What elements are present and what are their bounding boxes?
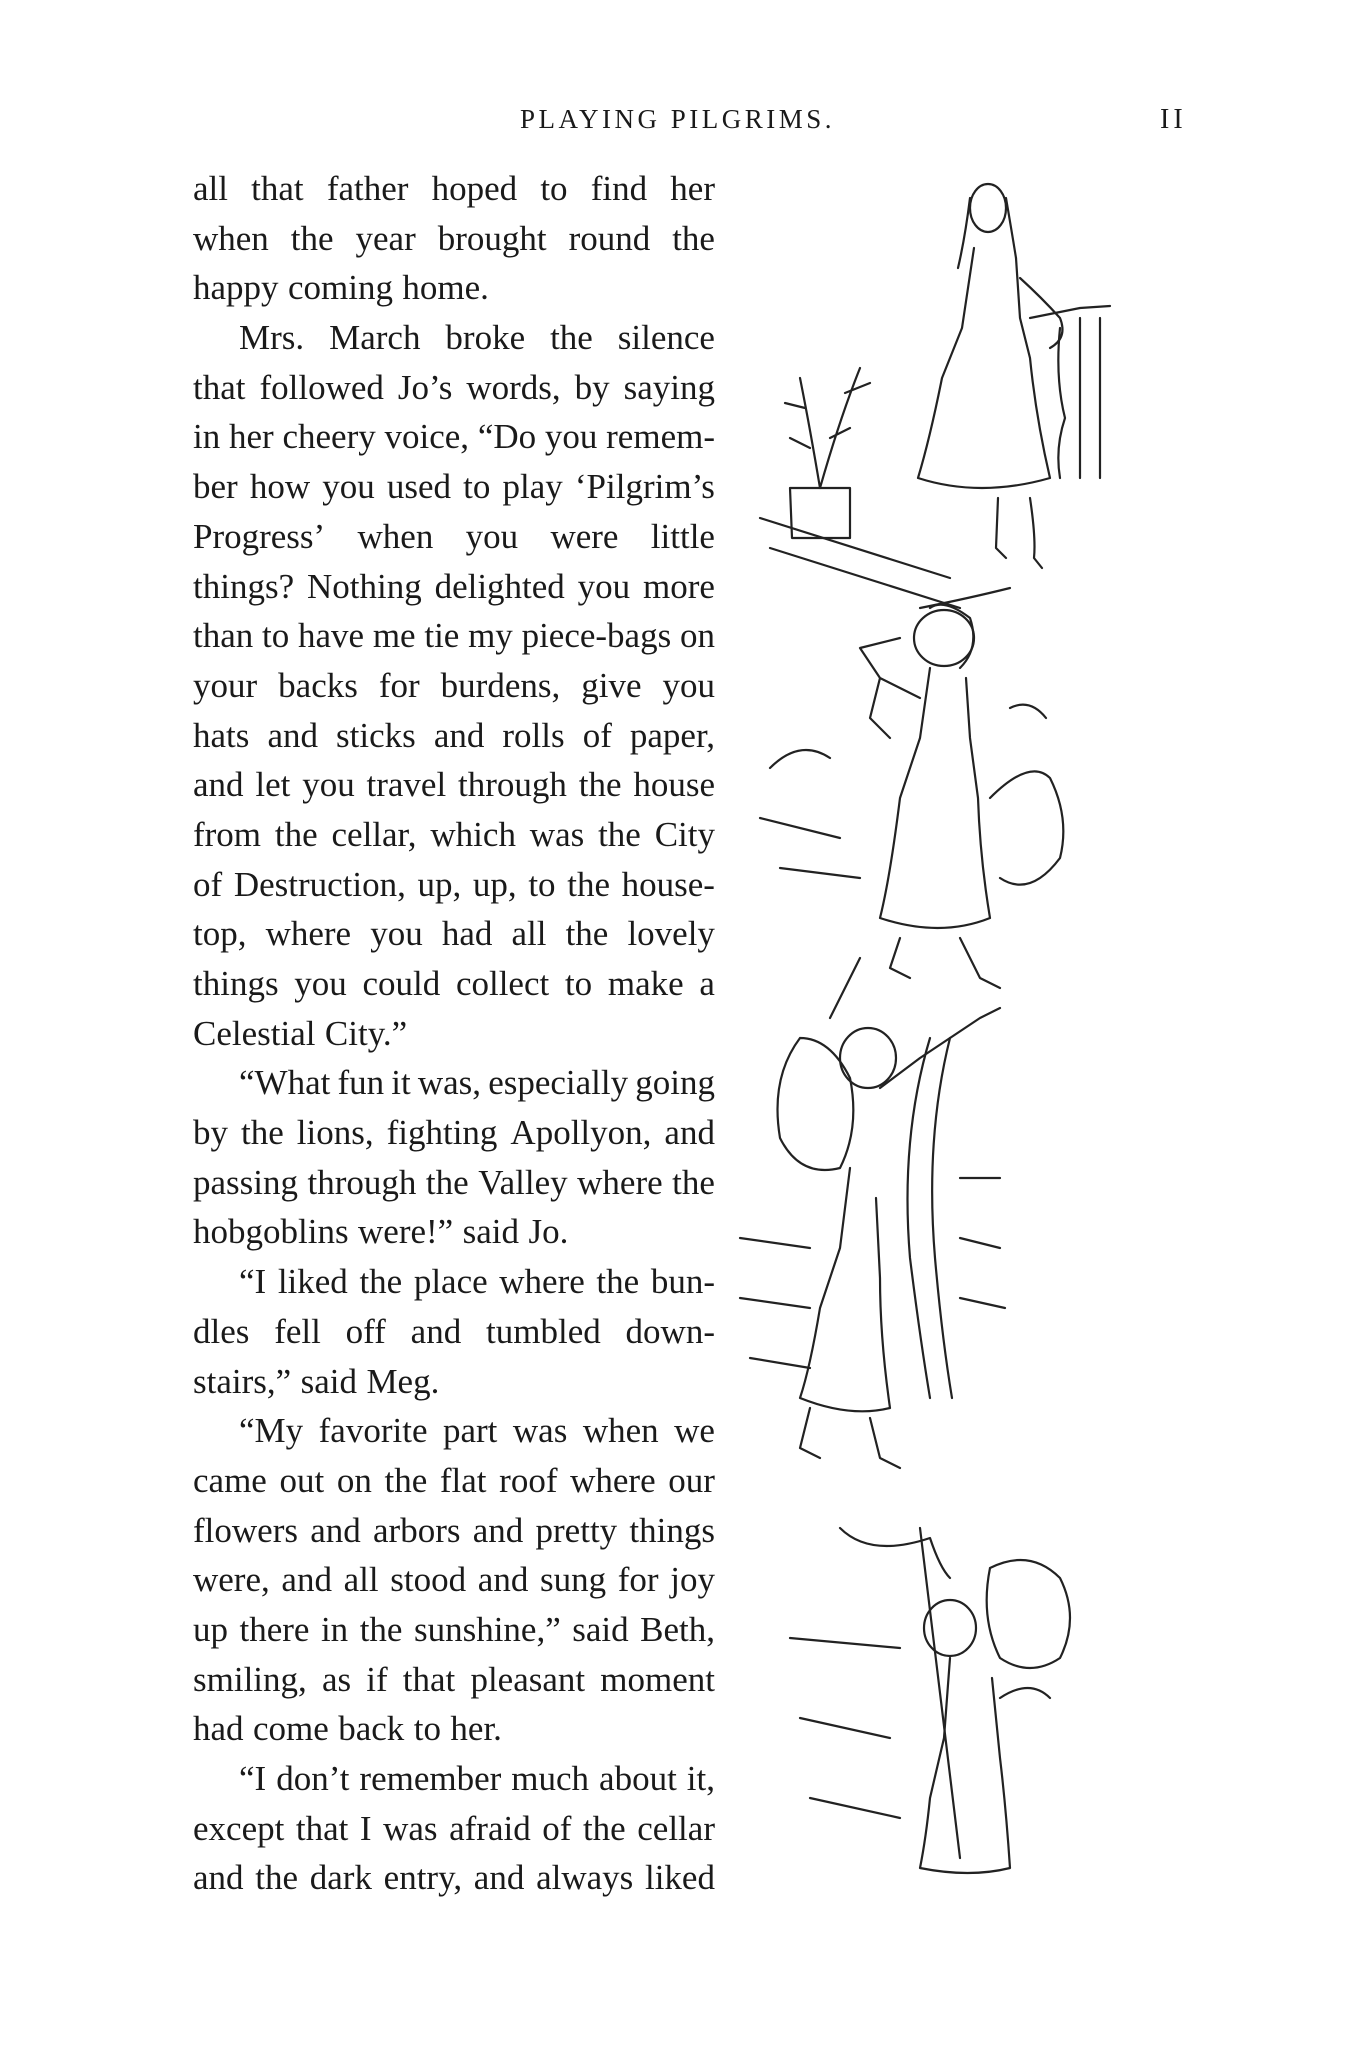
text-line: your backs for burdens, give you — [193, 665, 715, 705]
girl-at-balustrade-figure — [760, 184, 1110, 608]
text-line: up there in the sunshine,” said Beth, — [193, 1609, 715, 1649]
text-line: Progress’ when you were little — [193, 516, 715, 556]
text-line: Mrs. March broke the silence — [239, 318, 715, 358]
text-line: hats and sticks and rolls of paper, — [193, 715, 715, 755]
text-line: than to have me tie my piece-bags on — [193, 616, 715, 656]
page-number: II — [1160, 104, 1187, 135]
body-text — [193, 164, 715, 1903]
text-line: “I don’t remember much about it, — [239, 1759, 715, 1798]
text-line: and the dark entry, and always liked — [193, 1858, 715, 1898]
text-line: hobgoblins were!” said Jo. — [193, 1212, 569, 1252]
text-line: “What fun it was, especially going — [239, 1063, 715, 1103]
text-line: all that father hoped to find her — [193, 169, 715, 208]
girl-with-bundle-figure — [740, 958, 1005, 1468]
text-line: ber how you used to play ‘Pilgrim’s — [193, 467, 715, 507]
text-line: of Destruction, up, up, to the house- — [193, 864, 715, 904]
girl-with-stick-figure — [790, 1528, 1070, 1873]
text-line: “I liked the place where the bun- — [239, 1262, 715, 1302]
text-line: flowers and arbors and pretty things — [193, 1510, 715, 1550]
text-line: top, where you had all the lovely — [193, 914, 715, 954]
text-line: stairs,” said Meg. — [193, 1361, 440, 1401]
text-line: and let you travel through the house — [193, 765, 715, 805]
text-line: things? Nothing delighted you more — [193, 566, 715, 606]
text-line: Celestial City.” — [193, 1013, 408, 1053]
text-line: happy coming home. — [193, 268, 489, 308]
text-line: were, and all stood and sung for joy — [193, 1560, 715, 1600]
text-line: by the lions, fighting Apollyon, and — [193, 1113, 715, 1153]
text-line: things you could collect to make a — [193, 964, 715, 1003]
text-line: when the year brought round the — [193, 218, 715, 258]
text-line: from the cellar, which was the City — [193, 814, 715, 854]
text-line: “My favorite part was when we — [239, 1411, 715, 1451]
text-line: came out on the flat roof where our — [193, 1460, 715, 1500]
text-line: passing through the Valley where the — [193, 1162, 715, 1202]
text-line: in her cheery voice, “Do you remem- — [193, 417, 715, 457]
girl-with-bonnet-figure — [760, 605, 1063, 988]
text-line: had come back to her. — [193, 1709, 502, 1749]
running-title: PLAYING PILGRIMS. — [520, 104, 836, 134]
text-line: that followed Jo’s words, by saying — [193, 367, 715, 407]
text-line: smiling, as if that pleasant moment — [193, 1659, 715, 1699]
text-line: except that I was afraid of the cellar — [193, 1808, 715, 1848]
pilgrims-illustration — [730, 178, 1170, 1878]
text-line: dles fell off and tumbled down- — [193, 1311, 715, 1351]
